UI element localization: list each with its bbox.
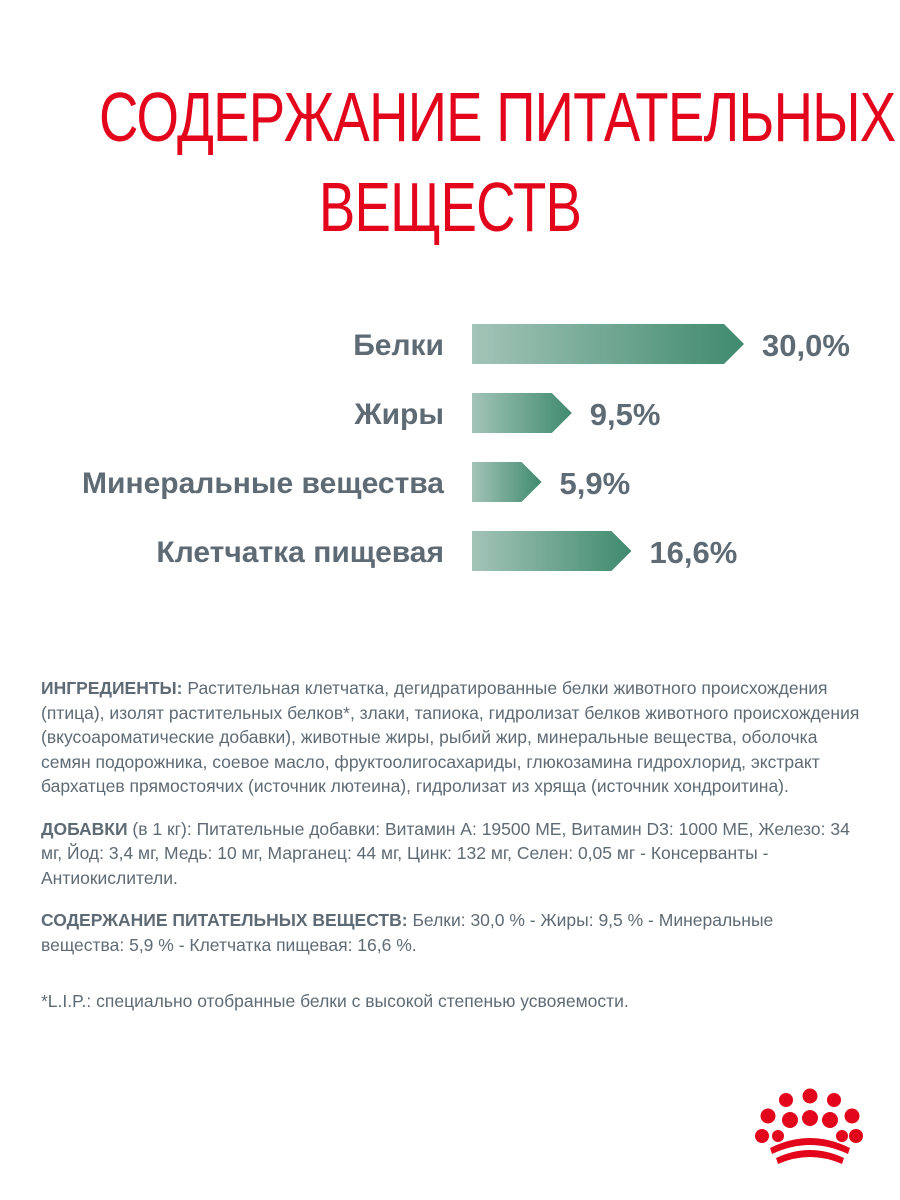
bar (472, 393, 572, 433)
ingredients-paragraph (41, 676, 861, 799)
composition-text (41, 676, 861, 1032)
page-title (99, 72, 896, 252)
ingredients-text: Растительная клетчатка, дегидратированные белки животного происхождения (птица), изолят растительных белков*, злаки, тапиока, гидролизат белков животного происхождения (вкусоароматические добавки), животные жиры, рыбий жир, минеральные вещества, оболочка семян подорожника, соевое масло, фруктоолигосахариды, глюкозамина гидрохлорид, экстракт бархатцев прямостоячих (источник лютеина), гидролизат из хряща (источник хондроитина). (41, 678, 860, 796)
additives-paragraph (41, 817, 861, 891)
footnote: *L.I.P.: специально отобранные белки с высокой степенью усвояемости. (41, 991, 629, 1011)
category-label: Минеральные вещества (82, 467, 444, 500)
category-label: Клетчатка пищевая (156, 536, 444, 569)
nutrients-label: СОДЕРЖАНИЕ ПИТАТЕЛЬНЫХ ВЕЩЕСТВ: (41, 910, 408, 930)
bar (472, 531, 631, 571)
additives-text: (в 1 кг): Питательные добавки: Витамин А: 19500 МЕ, Витамин D3: 1000 МЕ, Железо: 34 мг, Йод: 3,4 мг, Медь: 10 мг, Марганец: 44 мг, Цинк: 132 мг, Селен: 0,05 мг - Консерванты - Антиокислители. (41, 818, 850, 888)
nutrient-bar-chart (0, 300, 900, 600)
value-label: 16,6% (649, 535, 738, 570)
nutrients-text: Белки: 30,0 % - Жиры: 9,5 % - Минеральные вещества: 5,9 % - Клетчатка пищевая: 16,6 %. (41, 910, 774, 955)
royal-canin-crown-icon (748, 1086, 872, 1170)
ingredients-label: ИНГРЕДИЕНТЫ: (41, 678, 183, 698)
nutrients-paragraph (41, 908, 861, 957)
additives-label: ДОБАВКИ (41, 818, 128, 839)
title-line-2: ВЕЩЕСТВ (318, 168, 582, 246)
bar (472, 324, 744, 364)
category-label: Белки (353, 329, 444, 362)
title-line-1: СОДЕРЖАНИЕ ПИТАТЕЛЬНЫХ (99, 78, 896, 156)
category-label: Жиры (354, 398, 444, 431)
value-label: 5,9% (559, 466, 631, 501)
value-label: 9,5% (589, 397, 661, 432)
bar (472, 462, 542, 502)
value-label: 30,0% (762, 328, 850, 363)
